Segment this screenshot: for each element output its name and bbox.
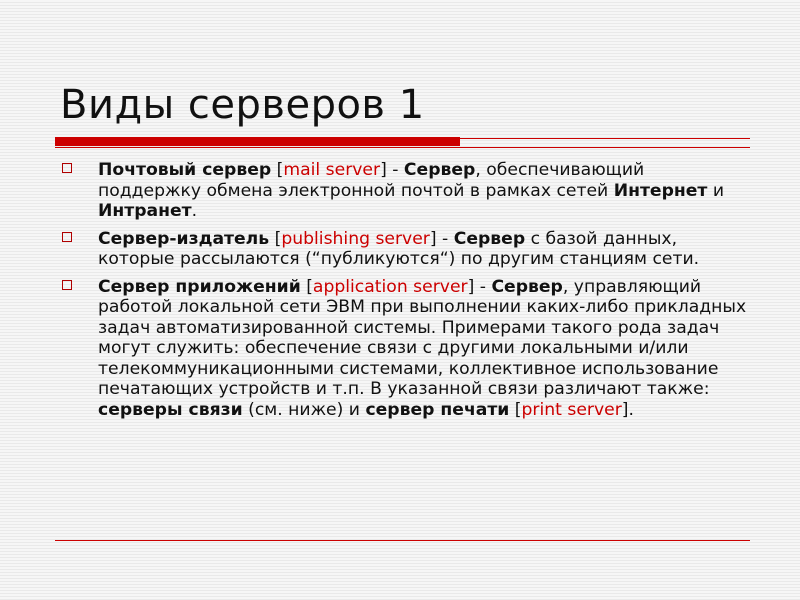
text-run: . xyxy=(191,201,198,221)
text-run: (см. ниже) и xyxy=(242,399,366,420)
bold-term: Сервер-издатель xyxy=(98,228,270,249)
bold-term: Интранет xyxy=(98,201,192,221)
bold-term: серверы связи xyxy=(98,399,243,420)
bullet-text xyxy=(98,277,746,420)
bullet-text xyxy=(98,160,724,221)
bullet-list xyxy=(62,160,752,427)
text-run: [ xyxy=(509,399,522,420)
text-run: ]. xyxy=(621,399,634,420)
english-term: publishing server xyxy=(281,228,430,249)
hollow-square-bullet-icon xyxy=(62,232,72,242)
bold-term: Интернет xyxy=(613,180,708,201)
english-term: application server xyxy=(312,276,468,297)
text-run: ] - xyxy=(380,160,404,180)
bold-term: Сервер xyxy=(453,228,526,249)
bold-term: Сервер xyxy=(403,160,476,180)
footer-divider xyxy=(55,540,750,541)
english-term: print server xyxy=(521,399,622,420)
english-term: mail server xyxy=(283,160,381,180)
bullet-item xyxy=(62,277,752,421)
bold-term: Сервер xyxy=(491,276,563,297)
hollow-square-bullet-icon xyxy=(62,163,72,173)
text-run: , управляющий работой локальной сети ЭВМ при выполнении каких-либо прикладных задач автоматизированной системы. Примерами такого рода задач могут служить: обеспечение связи с другими локальными и/или телекоммуникационными системами, коллективное использование печатающих устройств и т.п. В указанной связи различают также: xyxy=(98,276,747,399)
bullet-item xyxy=(62,229,752,270)
text-run: , обеспечивающий поддержку обмена электронной почтой в рамках сетей xyxy=(98,160,645,201)
text-run: [ xyxy=(269,228,282,249)
text-run: [ xyxy=(271,160,284,180)
bullet-item xyxy=(62,160,752,222)
bold-term: сервер печати xyxy=(365,399,510,420)
hollow-square-bullet-icon xyxy=(62,280,72,290)
text-run: [ xyxy=(300,276,313,297)
bold-term: Сервер приложений xyxy=(98,276,301,297)
text-run: ] - xyxy=(429,228,454,249)
text-run: и xyxy=(707,180,725,201)
title-accent-bar xyxy=(55,137,460,146)
bold-term: Почтовый сервер xyxy=(98,160,272,180)
slide-title: Виды серверов 1 xyxy=(60,82,425,128)
bullet-text xyxy=(98,229,699,270)
text-run: с базой данных, которые рассылаются (“публикуются“) по другим станциям сети. xyxy=(98,228,700,269)
title-underline-bottom xyxy=(55,147,750,148)
text-run: ] - xyxy=(467,276,492,297)
